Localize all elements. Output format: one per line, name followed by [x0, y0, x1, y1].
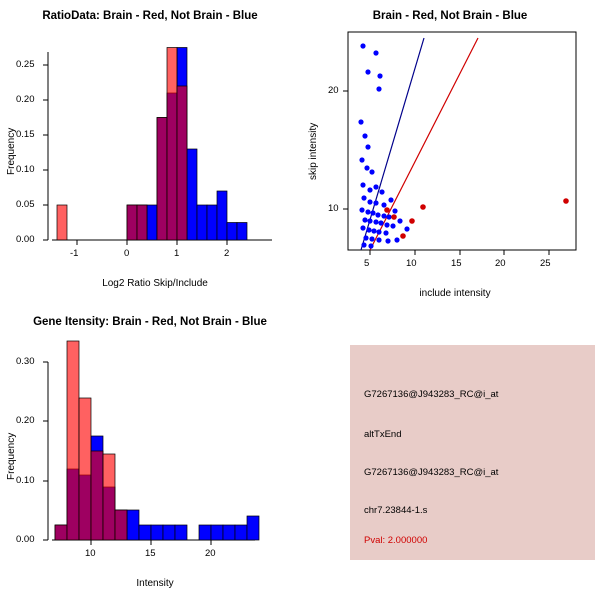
scatter-ytick-1: 20 — [328, 85, 339, 96]
ratio-ytick-1: 0.05 — [16, 199, 35, 210]
panel-ratio-histogram — [0, 0, 300, 300]
ratio-histogram-title: RatioData: Brain - Red, Not Brain - Blue — [42, 10, 258, 22]
info-line-probeset-id: G7267136@J943283_RC@i_at — [364, 389, 499, 400]
gene-ytick-2: 0.20 — [16, 415, 35, 426]
ratio-ytick-4: 0.20 — [16, 94, 35, 105]
scatter-title: Brain - Red, Not Brain - Blue — [372, 10, 528, 22]
gene-xtick-0: 10 — [85, 548, 96, 559]
gene-histogram-xlabel: Intensity — [136, 578, 174, 589]
gene-histogram-ylabel: Frequency — [6, 432, 17, 480]
scatter-xlabel: include intensity — [419, 288, 491, 299]
gene-ytick-3: 0.30 — [16, 356, 35, 367]
ratio-ytick-5: 0.25 — [16, 59, 35, 70]
gene-histogram-title: Gene Itensity: Brain - Red, Not Brain - Blue — [33, 316, 267, 328]
ratio-xtick-1: 0 — [124, 248, 130, 259]
ratio-histogram-ylabel: Frequency — [6, 127, 17, 175]
ratio-ytick-2: 0.10 — [16, 164, 35, 175]
info-line-event-type: altTxEnd — [364, 429, 402, 440]
info-line-pval: Pval: 2.000000 — [364, 535, 428, 546]
gene-xtick-1: 15 — [145, 548, 156, 559]
info-line-locus: chr7.23844-1.s — [364, 505, 428, 516]
scatter-ylabel: skip intensity — [308, 122, 319, 180]
annotation-info-box — [350, 345, 595, 560]
ratio-histogram-plot — [0, 0, 300, 300]
info-line-gene-id: G7267136@J943283_RC@i_at — [364, 467, 499, 478]
panel-intensity-scatter — [300, 0, 600, 300]
scatter-xtick-4: 25 — [540, 258, 551, 269]
scatter-plot — [300, 0, 600, 300]
scatter-xtick-1: 10 — [406, 258, 417, 269]
gene-ytick-1: 0.10 — [16, 475, 35, 486]
scatter-xtick-2: 15 — [451, 258, 462, 269]
ratio-ytick-0: 0.00 — [16, 234, 35, 245]
panel-gene-histogram — [0, 300, 300, 600]
scatter-xtick-3: 20 — [495, 258, 506, 269]
ratio-ytick-3: 0.15 — [16, 129, 35, 140]
ratio-xtick-2: 1 — [174, 248, 180, 259]
gene-ytick-0: 0.00 — [16, 534, 35, 545]
ratio-xtick-3: 2 — [224, 248, 230, 259]
scatter-xtick-0: 5 — [364, 258, 370, 269]
gene-xtick-2: 20 — [205, 548, 216, 559]
scatter-ytick-0: 10 — [328, 203, 339, 214]
ratio-histogram-xlabel: Log2 Ratio Skip/Include — [102, 278, 208, 289]
ratio-xtick-0: -1 — [70, 248, 79, 259]
